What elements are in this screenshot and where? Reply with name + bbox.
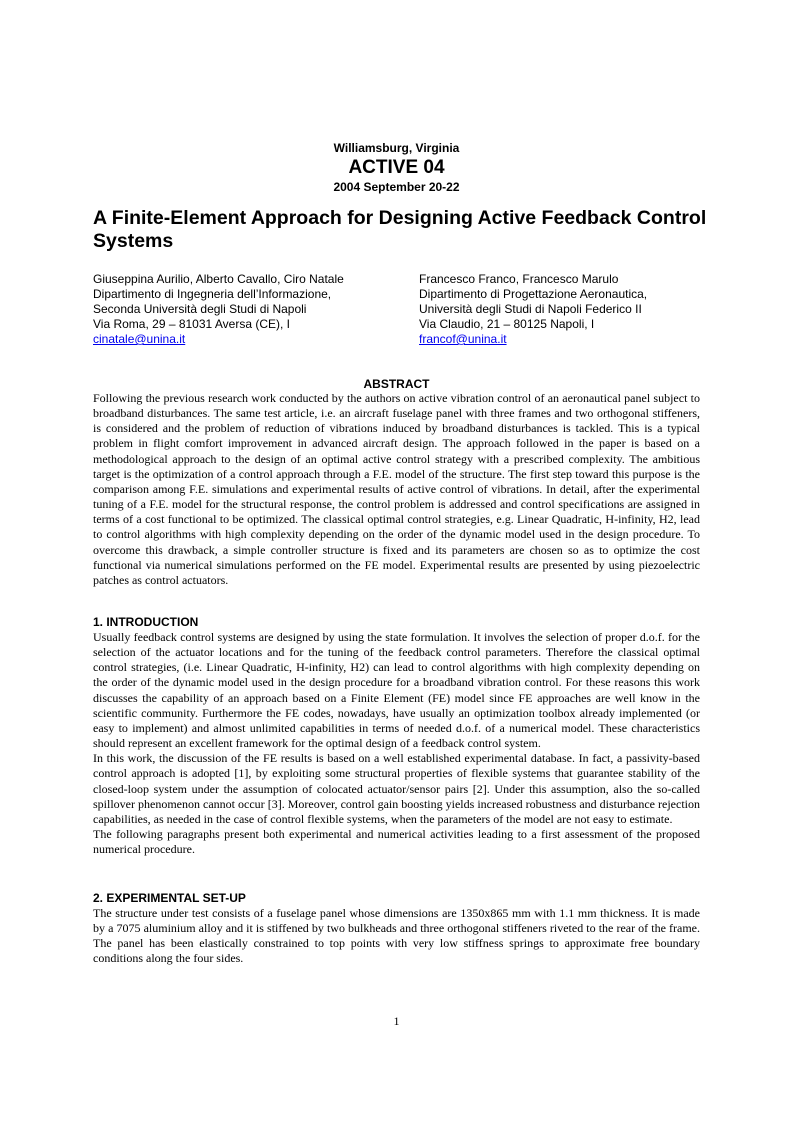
paragraph: In this work, the discussion of the FE results is based on a well established experimental database. In fact, a passivity-based control approach is adopted [1], by exploiting some structural properties of flexible systems that guarantee stability of the closed-loop system under the assumption of colocated actuator/sensor pairs [2]. Under this assumption, also the so-called spillover phenomenon cannot occur [3]. Moreover, control gain boosting yields increased robustness and disturbance rejection capabilities, as needed in the case of control flexible systems, when the parameters of the model are not easy to estimate. <box>93 751 700 826</box>
conference-name: ACTIVE 04 <box>348 157 445 178</box>
abstract-heading: ABSTRACT <box>363 377 430 391</box>
abstract-text: Following the previous research work conducted by the authors on active vibration control of an aeronautical panel subject to broadband disturbances. The same test article, i.e. an aircraft fuselage panel with three frames and two orthogonal stiffeners, is considered and the problem of reduction of vibrations induced by broadband disturbances is tackled. This is a typical problem in flight comfort improvement in advanced aircraft design. The approach followed in the paper is based on a methodological approach to the design of an optimal active control strategy with a prescribed complexity. The ambitious target is the optimization of a control approach through a F.E. model of the structure. The first step toward this purpose is the comparison among F.E. simulations and experimental results of active control of vibrations. In detail, after the experimental tuning of a F.E. model for the structural response, the control problem is addressed and control specifications are assigned in terms of a cost functional to be optimized. The classical optimal control strategies, e.g. Linear Quadratic, H-infinity, H2, lead to control algorithms with high complexity depending on the order of the dynamic model used in the design procedure. To overcome this drawback, a simple controller structure is fixed and its parameters are chosen so as to optimize the cost functional via numerical simulations performed on the FE model. Experimental results are presented by using piezoelectric patches as control actuators. <box>93 391 700 587</box>
author-address: Via Roma, 29 – 81031 Aversa (CE), I <box>93 317 290 331</box>
paragraph: Usually feedback control systems are designed by using the state formulation. It involves the selection of proper d.o.f. for the selection of the actuator locations and for the tuning of the feedback control parameters. Therefore the classical optimal control strategies, (i.e. Linear Quadratic, H-infinity, H2) can lead to control algorithms with high complexity depending on the order of the dynamic model used in the design procedure for a broadband vibration control. For these reasons this work discusses the capability of an approach based on a Finite Element (FE) model since FE approaches are well know in the scientific community. Furthermore the FE codes, nowadays, have usually an optimization toolbox already implemented (or easy to implement) and almost unlimited capabilities in terms of needed d.o.f. of a numerical model. These characteristics should represent an excellent framework for the optimal design of a feedback control system. <box>93 630 700 751</box>
author-email-link[interactable]: francof@unina.it <box>419 332 507 346</box>
section-body-experimental-setup: The structure under test consists of a fuselage panel whose dimensions are 1350x865 mm with 1.1 mm thickness. It is made by a 7075 aluminium alloy and it is stiffened by two bulkheads and three orthogonal stiffeners riveted to the rear of the frame. The panel has been elastically constrained to top points with very low stiffness springs to approximate free boundary conditions along the four sides. <box>93 906 700 966</box>
conference-date: 2004 September 20-22 <box>333 180 460 194</box>
author-names: Giuseppina Aurilio, Alberto Cavallo, Ciro Natale <box>93 272 344 286</box>
author-department: Dipartimento di Progettazione Aeronautica, <box>419 287 648 301</box>
section-body-introduction <box>93 630 700 857</box>
author-department: Dipartimento di Ingegneria dell’Informazione, <box>93 287 332 301</box>
section-heading-introduction: 1. INTRODUCTION <box>93 615 199 629</box>
section-heading-experimental-setup: 2. EXPERIMENTAL SET-UP <box>93 891 246 905</box>
conference-location: Williamsburg, Virginia <box>333 141 460 155</box>
author-block-right <box>419 272 647 347</box>
author-university: Seconda Università degli Studi di Napoli <box>93 302 307 316</box>
author-names: Francesco Franco, Francesco Marulo <box>419 272 619 286</box>
author-block-left <box>93 272 344 347</box>
author-address: Via Claudio, 21 – 80125 Napoli, I <box>419 317 595 331</box>
author-email-link[interactable]: cinatale@unina.it <box>93 332 186 346</box>
author-university: Università degli Studi di Napoli Federico II <box>419 302 642 316</box>
paragraph: The following paragraphs present both experimental and numerical activities leading to a first assessment of the proposed numerical procedure. <box>93 827 700 857</box>
page-number: 1 <box>393 1014 400 1028</box>
paper-title: A Finite-Element Approach for Designing Active Feedback Control Systems <box>93 207 707 252</box>
